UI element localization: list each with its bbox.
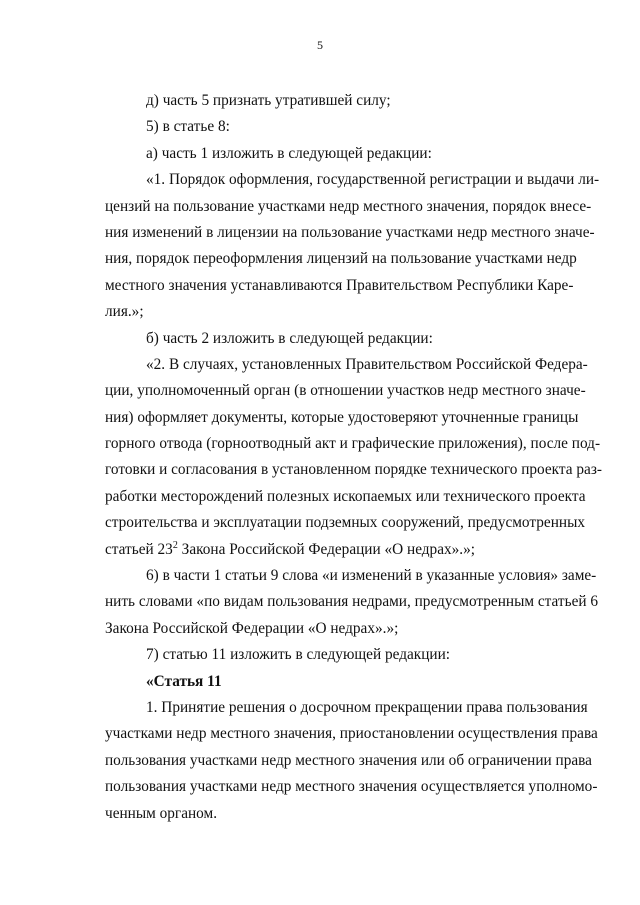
text-line-19: 6) в части 1 статьи 9 слова «и изменений в указанные условия» заме-	[146, 567, 597, 585]
text-line-22: 7) статью 11 изложить в следующей редакции:	[146, 646, 451, 664]
text-line-7: ния, порядок переоформления лицензий на пользование участками недр	[105, 250, 577, 268]
article-ref-after: Закона Российской Федерации «О недрах».»;	[177, 540, 476, 558]
text-line-3: а) часть 1 изложить в следующей редакции:	[146, 144, 432, 162]
text-line-25: участками недр местного значения, приостановлении осуществления права	[105, 725, 598, 743]
text-line-27: пользования участками недр местного значения осуществляется уполномо-	[105, 778, 598, 796]
article-heading: «Статья 11	[146, 672, 222, 690]
text-line-26: пользования участками недр местного значения или об ограничении права	[105, 751, 592, 769]
text-line-18	[105, 537, 567, 563]
text-line-16: работки месторождений полезных ископаемых или технического проекта	[105, 487, 586, 505]
text-line-9: лия.»;	[105, 303, 144, 321]
page-number: 5	[317, 38, 323, 52]
text-line-12: ции, уполномоченный орган (в отношении участков недр местного значе-	[105, 382, 586, 400]
text-line-24: 1. Принятие решения о досрочном прекращении права пользования	[146, 698, 588, 716]
text-line-8: местного значения устанавливаются Правительством Республики Каре-	[105, 276, 574, 294]
text-line-15: готовки и согласования в установленном порядке технического проекта раз-	[105, 461, 602, 479]
text-line-20: нить словами «по видам пользования недрами, предусмотренным статьей 6	[105, 593, 599, 611]
text-line-4: «1. Порядок оформления, государственной регистрации и выдачи ли-	[146, 171, 600, 189]
document-body	[105, 88, 602, 827]
text-line-2: 5) в статье 8:	[146, 118, 230, 136]
text-line-13: ния) оформляет документы, которые удостоверяют уточненные границы	[105, 408, 579, 426]
text-line-14: горного отвода (горноотводный акт и графические приложения), после под-	[105, 435, 601, 453]
text-line-28: ченным органом.	[105, 804, 218, 822]
text-line-11: «2. В случаях, установленных Правительством Российской Федера-	[146, 355, 588, 373]
text-line-5: цензий на пользование участками недр местного значения, порядок внесе-	[105, 197, 592, 215]
article-ref-superscript: 2	[172, 539, 178, 551]
text-line-17: строительства и эксплуатации подземных сооружений, предусмотренных	[105, 514, 585, 532]
text-line-10: б) часть 2 изложить в следующей редакции:	[146, 329, 433, 347]
text-line-1: д) часть 5 признать утратившей силу;	[146, 92, 391, 109]
text-line-6: ния изменений в лицензии на пользование участками недр местного значе-	[105, 223, 595, 241]
text-line-21: Закона Российской Федерации «О недрах».»;	[105, 619, 399, 637]
article-ref-before: статьей 23	[105, 540, 173, 558]
